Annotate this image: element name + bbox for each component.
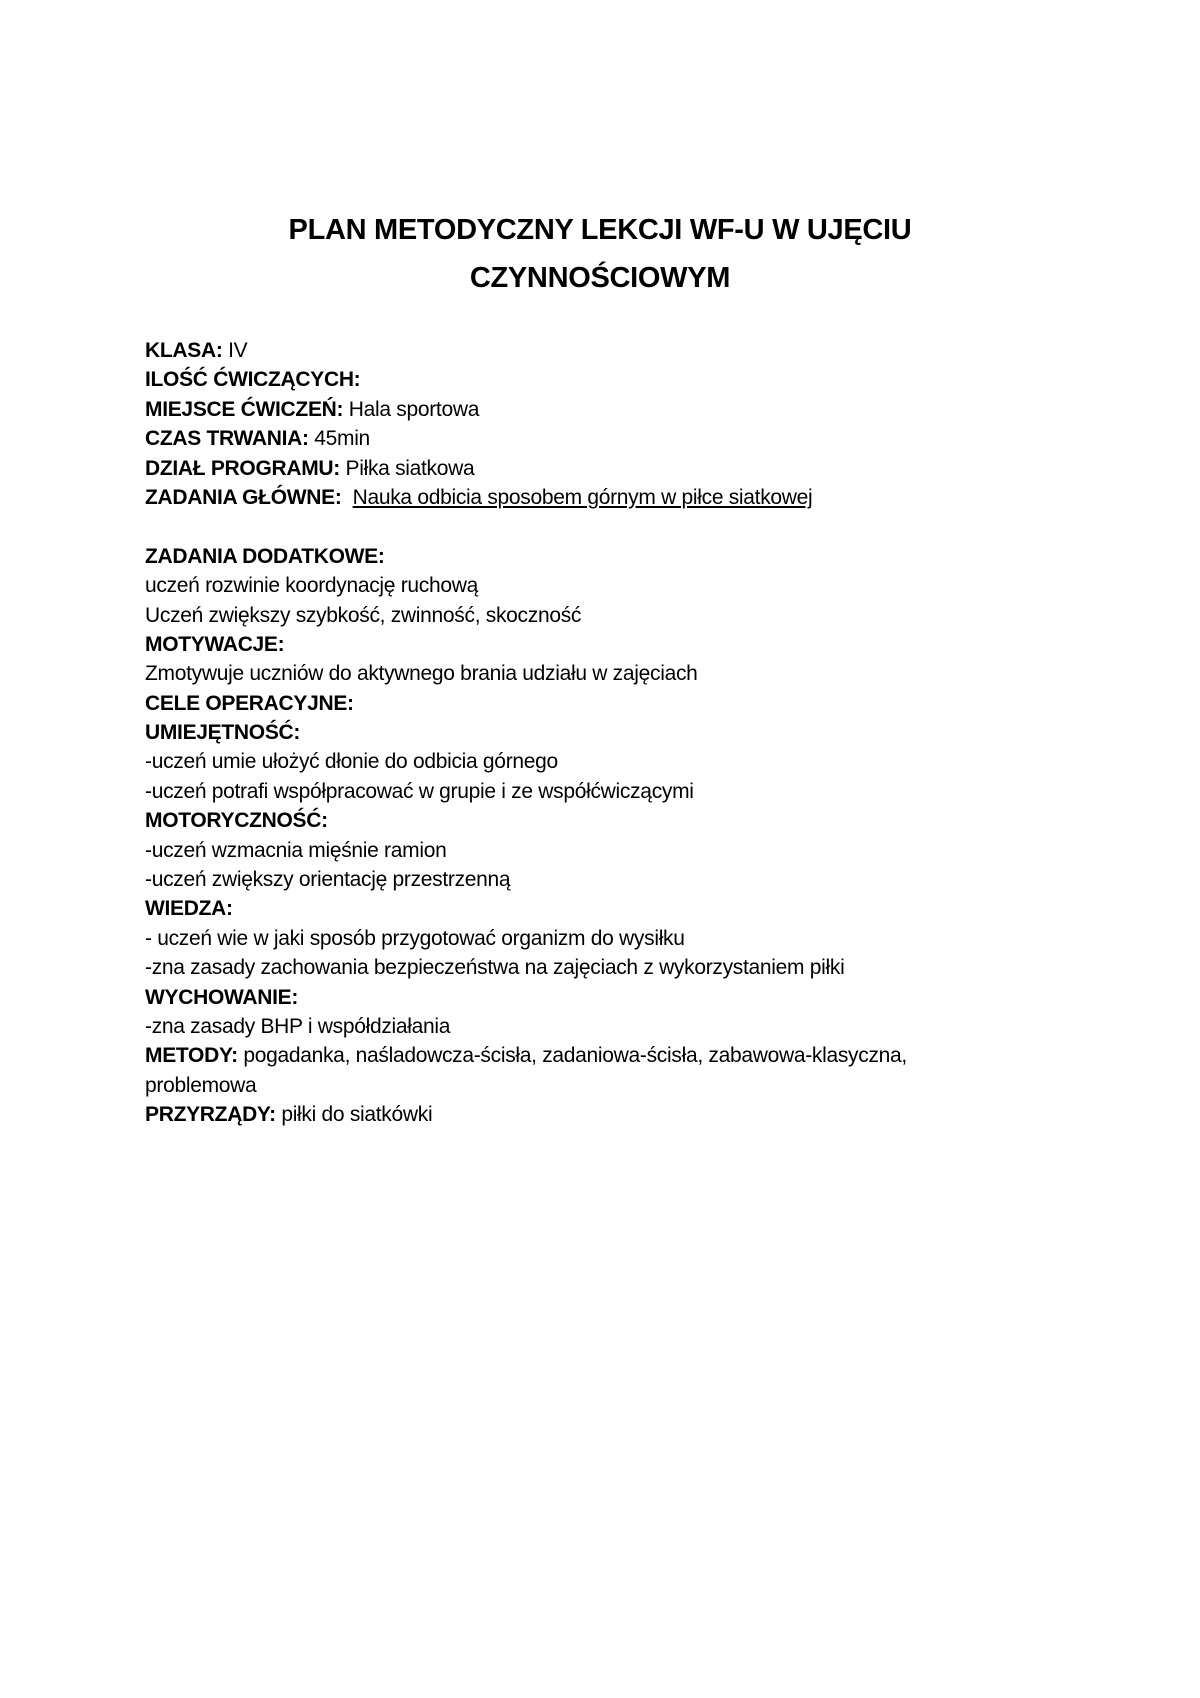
miejsce-label: MIEJSCE ĆWICZEŃ: <box>145 397 344 421</box>
zadania-glowne-value: Nauka odbicia sposobem górnym w piłce siatkowej <box>352 485 813 509</box>
motorycznosc-label: MOTORYCZNOŚĆ: <box>145 809 328 833</box>
przyrzady-row <box>145 1100 965 1129</box>
dzial-row <box>145 454 965 483</box>
motywacje-label: MOTYWACJE: <box>145 632 285 656</box>
cele-heading <box>145 689 965 718</box>
ilosc-label: ILOŚĆ ĆWICZĄCYCH: <box>145 368 361 392</box>
umiejetnosc-heading <box>145 718 965 747</box>
zadania-dodatkowe-item: uczeń rozwinie koordynację ruchową <box>145 574 478 598</box>
czas-row <box>145 424 965 453</box>
metody-label: METODY: <box>145 1044 238 1068</box>
motywacje-value: Zmotywuje uczniów do aktywnego brania udziału w zajęciach <box>145 662 698 686</box>
umiejetnosc-label: UMIEJĘTNOŚĆ: <box>145 721 301 745</box>
metody-value: pogadanka, naśladowcza-ścisła, zadaniowa-ścisła, zabawowa-klasyczna, problemowa <box>145 1044 907 1097</box>
klasa-value: IV <box>222 339 248 362</box>
umiejetnosc-item: -uczeń umie ułożyć dłonie do odbicia górnego <box>145 750 558 774</box>
czas-value: 45min <box>308 427 370 451</box>
wiedza-label: WIEDZA: <box>145 897 233 921</box>
przyrzady-value: piłki do siatkówki <box>275 1103 433 1127</box>
wychowanie-item: -zna zasady BHP i współdziałania <box>145 1014 451 1038</box>
umiejetnosc-item: -uczeń potrafi współpracować w grupie i ze współćwiczącymi <box>145 779 694 803</box>
zadania-dodatkowe-heading <box>145 542 965 571</box>
wiedza-heading <box>145 894 965 923</box>
motywacje-heading <box>145 630 965 659</box>
dzial-value: Piłka siatkowa <box>339 456 475 480</box>
zadania-dodatkowe-label: ZADANIA DODATKOWE: <box>145 544 385 568</box>
document-body <box>145 336 965 1130</box>
wychowanie-label: WYCHOWANIE: <box>145 985 299 1009</box>
miejsce-row <box>145 395 965 424</box>
zadania-glowne-row <box>145 483 965 512</box>
wychowanie-heading <box>145 983 965 1012</box>
title-line-2: CZYNNOŚCIOWYM <box>469 262 731 294</box>
czas-label: CZAS TRWANIA: <box>145 427 309 451</box>
spacer <box>145 512 965 541</box>
metody-row <box>145 1041 965 1100</box>
zadania-glowne-label: ZADANIA GŁÓWNE: <box>145 485 342 509</box>
wiedza-item: -zna zasady zachowania bezpieczeństwa na zajęciach z wykorzystaniem piłki <box>145 956 845 980</box>
miejsce-value: Hala sportowa <box>343 397 480 421</box>
wiedza-item: - uczeń wie w jaki sposób przygotować organizm do wysiłku <box>145 926 685 950</box>
ilosc-row <box>145 365 965 394</box>
document-title <box>180 206 1020 302</box>
dzial-label: DZIAŁ PROGRAMU: <box>145 456 340 480</box>
title-line-1: PLAN METODYCZNY LEKCJI WF-U W UJĘCIU <box>288 214 912 246</box>
klasa-label: KLASA: <box>145 339 223 362</box>
zadania-dodatkowe-item: Uczeń zwiększy szybkość, zwinność, skoczność <box>145 603 582 627</box>
przyrzady-label: PRZYRZĄDY: <box>145 1103 276 1127</box>
motorycznosc-heading <box>145 806 965 835</box>
motorycznosc-item: -uczeń zwiększy orientację przestrzenną <box>145 868 511 892</box>
cele-label: CELE OPERACYJNE: <box>145 691 354 715</box>
motorycznosc-item: -uczeń wzmacnia mięśnie ramion <box>145 838 447 862</box>
klasa-row <box>145 336 965 365</box>
